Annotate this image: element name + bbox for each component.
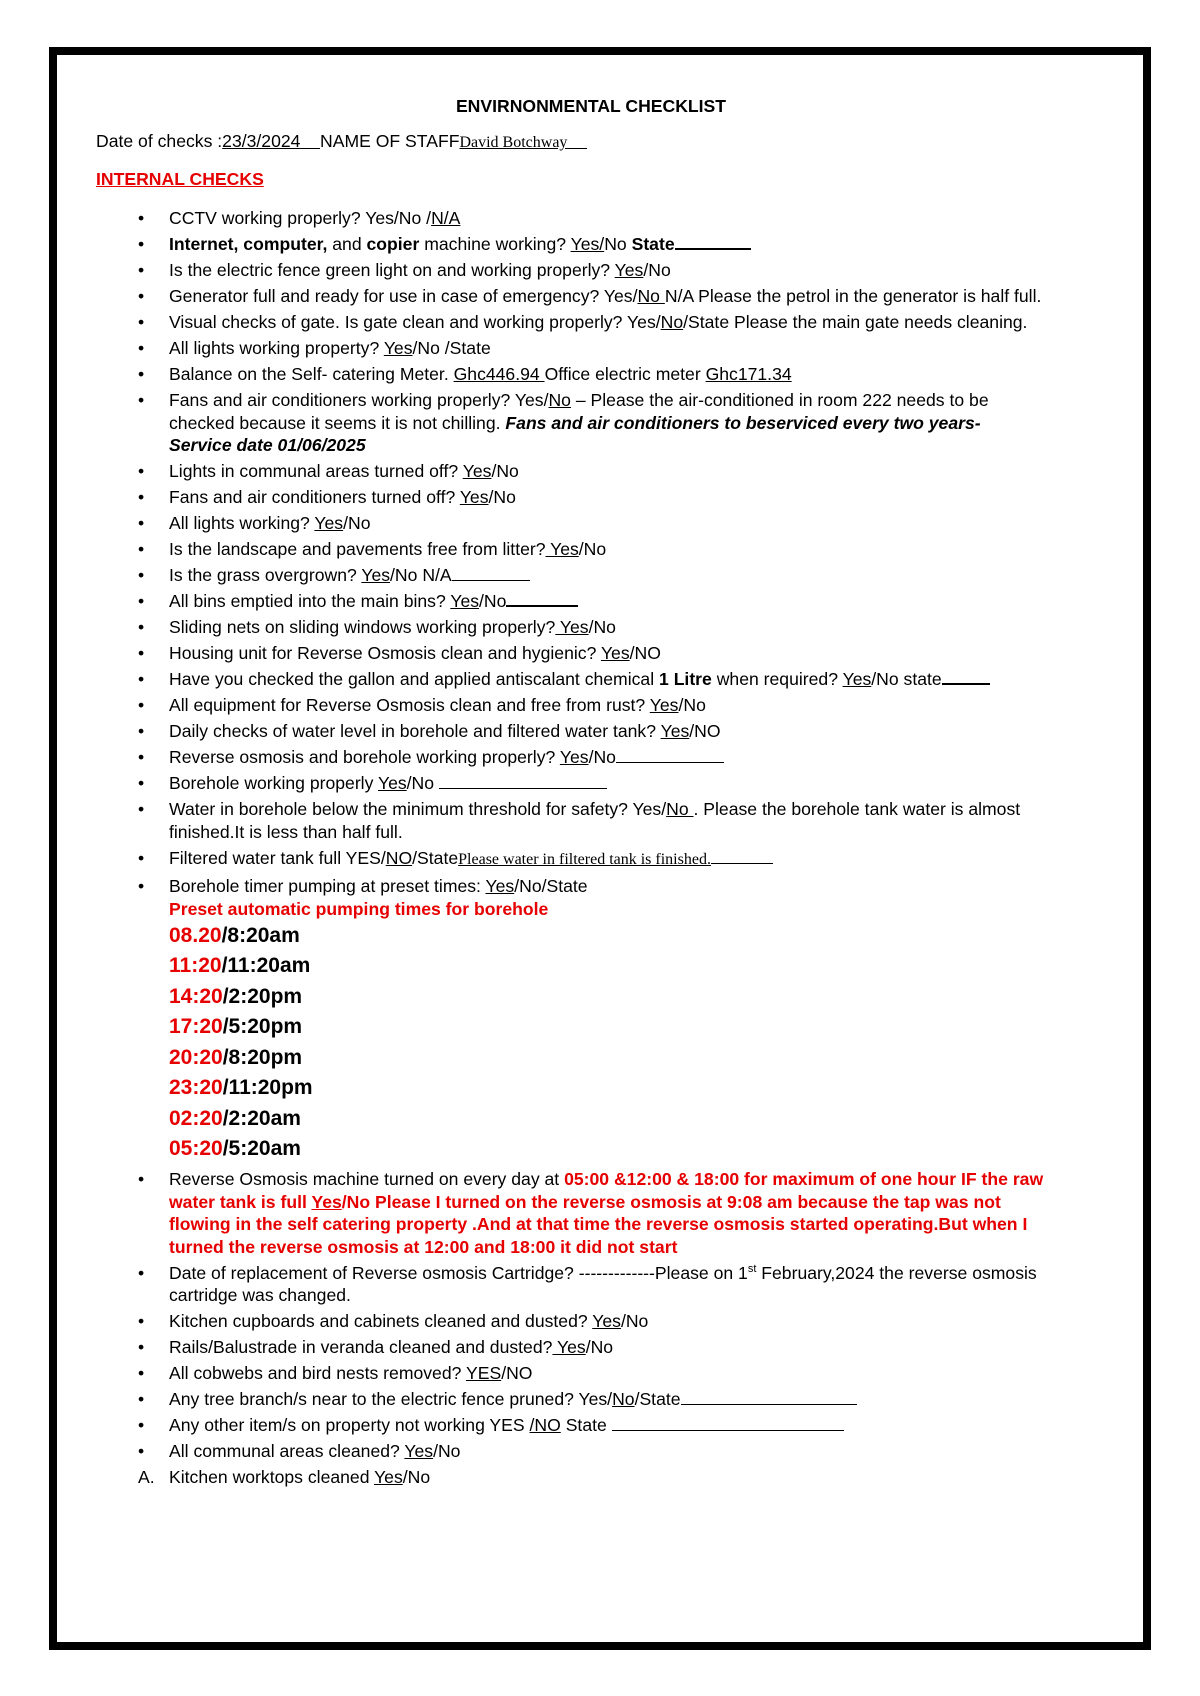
list-item: • Kitchen cupboards and cabinets cleaned and dusted? Yes/No [96, 1310, 1086, 1333]
date-label: Date of checks : [96, 131, 223, 151]
list-item: • Water in borehole below the minimum threshold for safety? Yes/No . Please the borehole tank water is almost finished.It is less than half full. [96, 798, 1086, 843]
list-item: • Sliding nets on sliding windows working properly? Yes/No [96, 616, 1086, 639]
list-item: • Any tree branch/s near to the electric fence pruned? Yes/No/State [96, 1388, 1086, 1411]
time-row: 17:20/5:20pm [169, 1015, 303, 1038]
staff-signature: David Botchway [459, 134, 568, 151]
list-item: • Borehole timer pumping at preset times: Yes/No/State Preset automatic pumping times for borehole 08.20/8:20am 11:20/11:20am 14:20/2:20pm 17:20/5:20pm 20:20/8:20pm 23:20/11:20pm 02:20/2:20am 05:20/5:20am [96, 875, 1086, 1165]
staff-label: NAME OF STAFF [320, 131, 460, 151]
list-item: • Balance on the Self- catering Meter. Ghc446.94 Office electric meter Ghc171.34 [96, 363, 1086, 386]
list-item: • Reverse osmosis and borehole working properly? Yes/No [96, 746, 1086, 769]
list-item: • Is the grass overgrown? Yes/No N/A [96, 564, 1086, 587]
pumping-times [169, 921, 1086, 1165]
list-item: • All cobwebs and bird nests removed? YES/NO [96, 1362, 1086, 1385]
checklist [96, 207, 1086, 1463]
list-item: • Filtered water tank full YES/NO/StatePlease water in filtered tank is finished. [96, 847, 1086, 872]
list-item: • Rails/Balustrade in veranda cleaned and dusted? Yes/No [96, 1336, 1086, 1359]
list-item: • All communal areas cleaned? Yes/No [96, 1440, 1086, 1463]
time-row: 20:20/8:20pm [169, 1045, 303, 1069]
list-item: • Daily checks of water level in borehole and filtered water tank? Yes/NO [96, 720, 1086, 743]
date-staff-line [96, 131, 1086, 152]
list-item: • Generator full and ready for use in case of emergency? Yes/No N/A Please the petrol in the generator is half full. [96, 285, 1086, 308]
document-title: ENVIRNONMENTAL CHECKLIST [455, 96, 727, 116]
list-item: • Visual checks of gate. Is gate clean and working properly? Yes/No/State Please the main gate needs cleaning. [96, 311, 1086, 334]
list-item: • All lights working property? Yes/No /State [96, 337, 1086, 360]
sub-list-item: A. Kitchen worktops cleaned Yes/No [138, 1467, 431, 1487]
list-item: • Fans and air conditioners turned off? Yes/No [96, 486, 1086, 509]
list-item: • All bins emptied into the main bins? Yes/No [96, 590, 1086, 613]
list-item: • Any other item/s on property not working YES /NO State [96, 1414, 1086, 1437]
list-item: • All lights working? Yes/No [96, 512, 1086, 535]
checklist-document [96, 96, 1086, 1489]
section-internal-checks: INTERNAL CHECKS [96, 169, 264, 189]
list-item: • Internet, computer, and copier machine working? Yes/No State [96, 233, 1086, 256]
time-row: 08.20/8:20am [169, 923, 300, 947]
list-item: • CCTV working properly? Yes/No /N/A [96, 207, 1086, 230]
list-item: • Is the electric fence green light on and working properly? Yes/No [96, 259, 1086, 282]
time-row: 05:20/5:20am [169, 1137, 301, 1160]
handwritten-note: Please water in filtered tank is finished. [458, 850, 711, 868]
time-row: 14:20/2:20pm [169, 984, 303, 1008]
list-item: • Reverse Osmosis machine turned on every day at 05:00 &12:00 & 18:00 for maximum of one hour IF the raw water tank is full Yes/No Please I turned on the reverse osmosis at 9:08 am because the tap was not flowing in the self catering property .And at that time the reverse osmosis started operating.But when I turned the reverse osmosis at 12:00 and 18:00 it did not start [96, 1168, 1086, 1258]
time-row: 23:20/11:20pm [169, 1076, 313, 1099]
list-item: • Is the landscape and pavements free from litter? Yes/No [96, 538, 1086, 561]
time-row: 11:20/11:20am [169, 954, 311, 977]
pumping-times-heading: Preset automatic pumping times for borehole [169, 899, 549, 919]
list-item: • Date of replacement of Reverse osmosis Cartridge? -------------Please on 1st February,2024 the reverse osmosis cartridge was changed. [96, 1262, 1086, 1307]
list-item: • Have you checked the gallon and applied antiscalant chemical 1 Litre when required? Yes/No state [96, 668, 1086, 691]
list-item: • Fans and air conditioners working properly? Yes/No – Please the air-conditioned in room 222 needs to be checked because it seems it is not chilling. Fans and air conditioners to beserviced every two years- Service date 01/06/2025 [96, 389, 1086, 457]
list-item: • Borehole working properly Yes/No [96, 772, 1086, 795]
time-row: 02:20/2:20am [169, 1106, 301, 1130]
list-item: • Lights in communal areas turned off? Yes/No [96, 460, 1086, 483]
list-item: • All equipment for Reverse Osmosis clean and free from rust? Yes/No [96, 694, 1086, 717]
list-item: • Housing unit for Reverse Osmosis clean and hygienic? Yes/NO [96, 642, 1086, 665]
date-value: 23/3/2024 [222, 131, 301, 151]
